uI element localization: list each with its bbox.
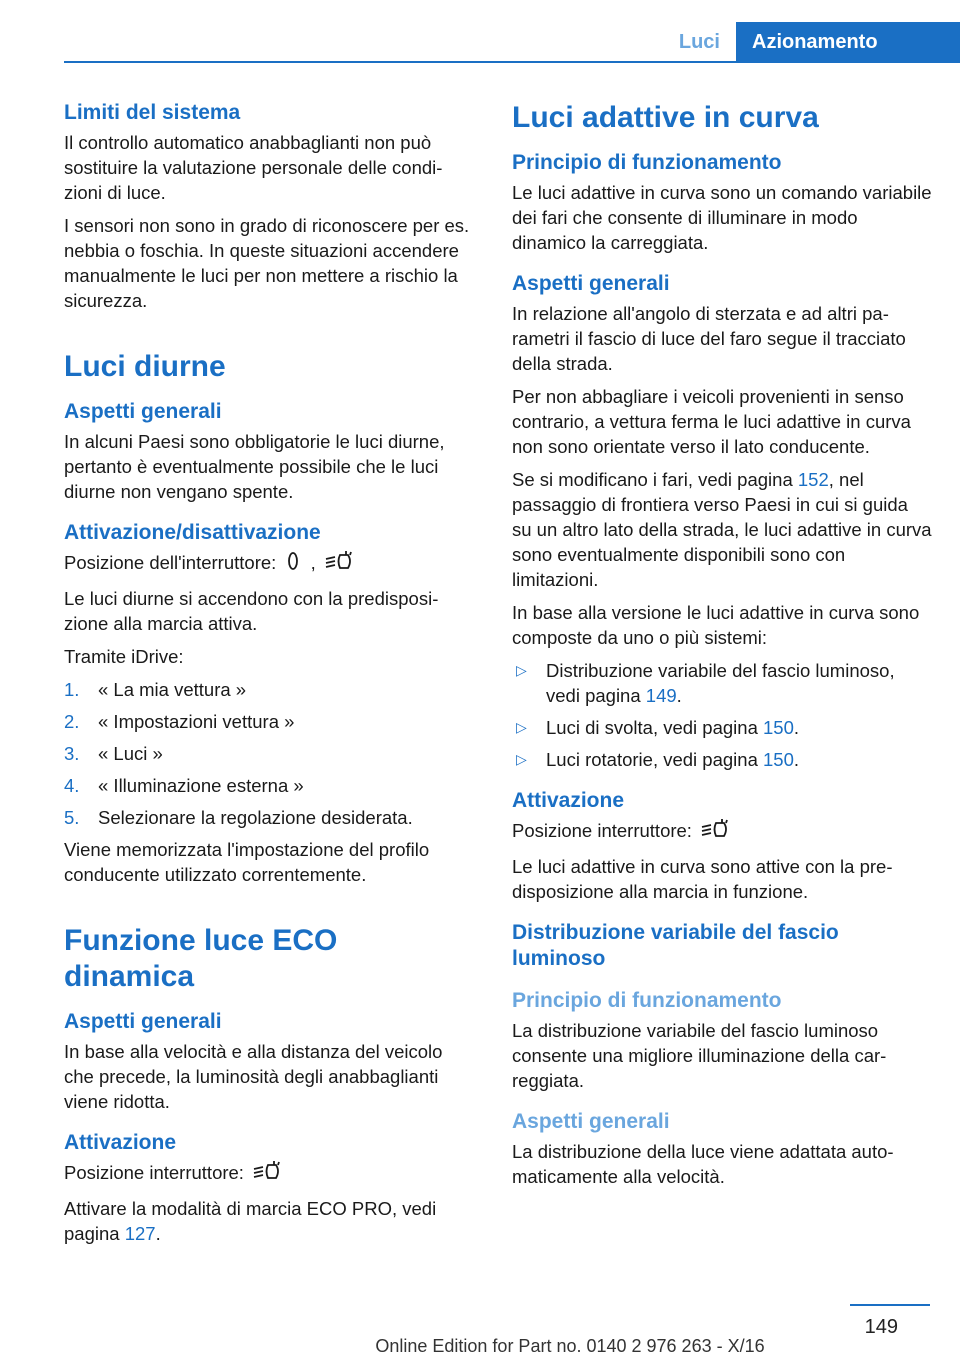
page-link-150[interactable]: 150 bbox=[763, 749, 794, 770]
heading-funzione-eco: Funzione luce ECO dinamica bbox=[64, 924, 338, 994]
switch-position-line bbox=[512, 818, 932, 846]
paragraph: Per non abbagliare i veicoli provenienti in senso contrario, a vettura ferma le luci adattive in curva non sono orientate verso il lato conducente. bbox=[512, 386, 911, 457]
heading-aspetti-generali: Aspetti generali bbox=[512, 272, 670, 295]
page-link-150[interactable]: 150 bbox=[763, 717, 794, 738]
low-beam-auto-icon bbox=[700, 818, 730, 846]
switch-position-label: Posizione interruttore: bbox=[64, 1162, 244, 1184]
edition-footer: Online Edition for Part no. 0140 2 976 263 - X/16 bbox=[375, 1336, 765, 1356]
low-beam-auto-icon bbox=[252, 1160, 282, 1188]
paragraph: Se si modificano i fari, vedi pagina 152, nel passaggio di frontiera verso Paesi in cui si guida su un altro lato della strada, le luci adattive in curva sono eventualmente disponibili sono con limitazioni. bbox=[512, 469, 932, 590]
parking-light-icon bbox=[284, 550, 302, 578]
list-item: 4. « Illuminazione esterna » bbox=[64, 775, 304, 797]
paragraph: Le luci diurne si accendono con la predisposizione alla marcia attiva. bbox=[64, 588, 439, 635]
systems-list bbox=[512, 658, 932, 772]
list-item: ▷ Luci di svolta, vedi pagina 150. bbox=[512, 715, 932, 740]
bullet-icon: ▷ bbox=[516, 751, 527, 767]
paragraph: In alcuni Paesi sono obbligatorie le luci diurne, pertanto è eventualmente possibile che le luci diurne non vengano spente. bbox=[64, 431, 445, 502]
heading-distribuzione: Distribuzione variabile del fascio luminoso bbox=[512, 921, 839, 971]
paragraph: Viene memorizzata l'impostazione del profilo conducente utilizzato correntemente. bbox=[64, 839, 430, 886]
switch-position-line bbox=[64, 1160, 474, 1188]
switch-position-line bbox=[64, 550, 474, 578]
section-tab-luci[interactable]: Luci bbox=[678, 30, 720, 53]
paragraph: La distribuzione variabile del fascio luminoso consente una migliore illuminazione della carreggiata. bbox=[512, 1020, 887, 1092]
paragraph: Il controllo automatico anabbaglianti non può sostituire la valutazione personale delle condizioni di luce. bbox=[64, 132, 443, 203]
heading-aspetti-generali: Aspetti generali bbox=[64, 400, 222, 423]
low-beam-auto-icon bbox=[324, 550, 354, 578]
paragraph: In relazione all'angolo di sterzata e ad altri parametri il fascio di luce del faro segue il tracciato della strada. bbox=[512, 303, 906, 374]
paragraph: La distribuzione della luce viene adattata automaticamente alla velocità. bbox=[512, 1141, 894, 1188]
list-item: ▷ Luci rotatorie, vedi pagina 150. bbox=[512, 747, 932, 772]
paragraph: In base alla velocità e alla distanza del veicolo che precede, la luminosità degli anabbaglianti viene ridotta. bbox=[64, 1041, 443, 1113]
heading-attivazione: Attivazione bbox=[64, 1131, 177, 1155]
header-divider bbox=[64, 61, 960, 63]
paragraph: Le luci adattive in curva sono attive con la predisposizione alla marcia in funzione. bbox=[512, 856, 893, 903]
page-number: 149 bbox=[864, 1316, 898, 1338]
switch-position-label: Posizione interruttore: bbox=[512, 820, 692, 841]
heading-aspetti-generali: Aspetti generali bbox=[512, 1110, 670, 1134]
heading-aspetti-generali: Aspetti generali bbox=[64, 1010, 222, 1034]
page-link-152[interactable]: 152 bbox=[797, 469, 829, 490]
list-item: 1. « La mia vettura » bbox=[64, 679, 247, 701]
section-tab-azionamento[interactable]: Azionamento bbox=[736, 22, 960, 62]
footer-divider bbox=[850, 1304, 930, 1306]
list-item: ▷ Distribuzione variabile del fascio luminoso, vedi pagina 149. bbox=[512, 658, 932, 708]
paragraph: Attivare la modalità di marcia ECO PRO, vedi pagina 127. bbox=[64, 1198, 437, 1245]
list-item: 5. Selezionare la regolazione desiderata. bbox=[64, 807, 413, 829]
heading-luci-diurne: Luci diurne bbox=[64, 350, 226, 383]
paragraph: In base alla versione le luci adattive in curva sono composte da uno o più sistemi: bbox=[512, 602, 920, 648]
paragraph: Le luci adattive in curva sono un comando variabile dei fari che consente di illuminare in modo dinamico la carreggiata. bbox=[512, 182, 932, 253]
paragraph: I sensori non sono in grado di riconoscere per es. nebbia o foschia. In queste situazioni accendere manualmente le luci per non mettere a rischio la sicurezza. bbox=[64, 215, 470, 311]
heading-luci-adattive: Luci adattive in curva bbox=[512, 101, 819, 134]
heading-principio: Principio di funzionamento bbox=[512, 989, 782, 1013]
switch-position-label: Posizione dell'interruttore: bbox=[64, 552, 277, 573]
heading-principio: Principio di funzionamento bbox=[512, 151, 782, 174]
bullet-icon: ▷ bbox=[516, 662, 527, 678]
left-column bbox=[64, 100, 474, 1254]
page-link-127[interactable]: 127 bbox=[124, 1223, 156, 1245]
heading-attivazione-disattivazione: Attivazione/disattivazione bbox=[64, 521, 321, 544]
page-link-149[interactable]: 149 bbox=[645, 685, 677, 706]
heading-attivazione: Attivazione bbox=[512, 789, 625, 812]
paragraph: Tramite iDrive: bbox=[64, 646, 184, 668]
bullet-icon: ▷ bbox=[516, 719, 527, 735]
separator: , bbox=[310, 552, 316, 573]
page-header bbox=[64, 22, 960, 62]
list-item: 2. « Impostazioni vettura » bbox=[64, 711, 295, 733]
idrive-steps-list bbox=[64, 677, 474, 830]
heading-limiti: Limiti del sistema bbox=[64, 101, 241, 124]
right-column bbox=[512, 100, 932, 1197]
list-item: 3. « Luci » bbox=[64, 743, 163, 765]
